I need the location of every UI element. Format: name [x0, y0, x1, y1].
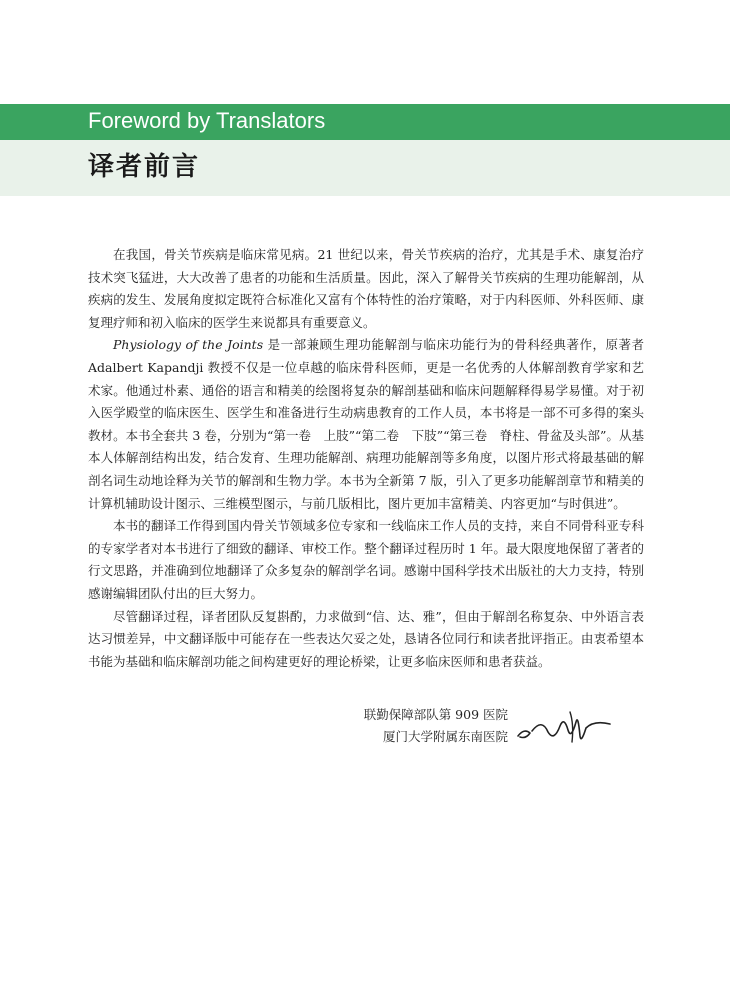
handwritten-signature-icon — [514, 706, 614, 746]
affiliation-line-2: 厦门大学附属东南医院 — [382, 729, 508, 744]
chinese-title: 译者前言 — [88, 152, 201, 182]
paragraph-4: 尽管翻译过程，译者团队反复斟酌，力求做到“信、达、雅”，但由于解剖名称复杂、中外语言表达习惯差异，中文翻译版中可能存在一些表达欠妥之处，恳请各位同行和读者批评指正。由衷希望本书能为基础和临床解剖功能之间构建更好的理论桥梁，让更多临床医师和患者获益。 — [88, 608, 644, 669]
affiliation-block — [364, 704, 508, 748]
book-title: Physiology of the Joints — [113, 337, 264, 353]
paragraph-2-text: 是一部兼顾生理功能解剖与临床功能行为的骨科经典著作，原著者 Adalbert Kapandji 教授不仅是一位卓越的临床骨科医师，更是一名优秀的人体解剖教育学家和艺术家。他通过朴素、通俗的语言和精美的绘图将复杂的解剖基础和临床问题解释得易学易懂。对于初入医学殿堂的临床医生、医学生和准备进行生动病患教育的工作人员，本书将是一部不可多得的案头教材。本书全套共 3 卷，分别为“第一卷 上肢”“第二卷 下肢”“第三卷 脊柱、骨盆及头部”。从基本人体解剖结构出发，结合发育、生理功能解剖、病理功能解剖等多角度，以图片形式将最基础的解剖名词生动地诠释为关节的解剖和生物力学。本书为全新第 7 版，引入了更多功能解剖章节和精美的计算机辅助设计图示、三维模型图示，与前几版相比，图片更加丰富精美、内容更加“与时俱进”。 — [88, 337, 644, 511]
affiliation-line-1: 联勤保障部队第 909 医院 — [363, 707, 508, 722]
paragraph-3: 本书的翻译工作得到国内骨关节领域多位专家和一线临床工作人员的支持，来自不同骨科亚专科的专家学者对本书进行了细致的翻译、审校工作。整个翻译过程历时 1 年。最大限度地保留了著者的行文思路，并准确到位地翻译了众多复杂的解剖学名词。感谢中国科学技术出版社的大力支持，特别感谢编辑团队付出的巨大努力。 — [88, 518, 644, 601]
paragraph-2 — [88, 334, 644, 515]
paragraph-1: 在我国，骨关节疾病是临床常见病。21 世纪以来，骨关节疾病的治疗，尤其是手术、康复治疗技术突飞猛进，大大改善了患者的功能和生活质量。因此，深入了解骨关节疾病的生理功能解剖，从疾病的发生、发展角度拟定既符合标准化又富有个体特性的治疗策略，对于内科医师、外科医师、康复理疗师和初入临床的医学生来说都具有重要意义。 — [88, 247, 644, 330]
english-title: Foreword by Translators — [88, 108, 326, 133]
foreword-body — [88, 244, 644, 673]
